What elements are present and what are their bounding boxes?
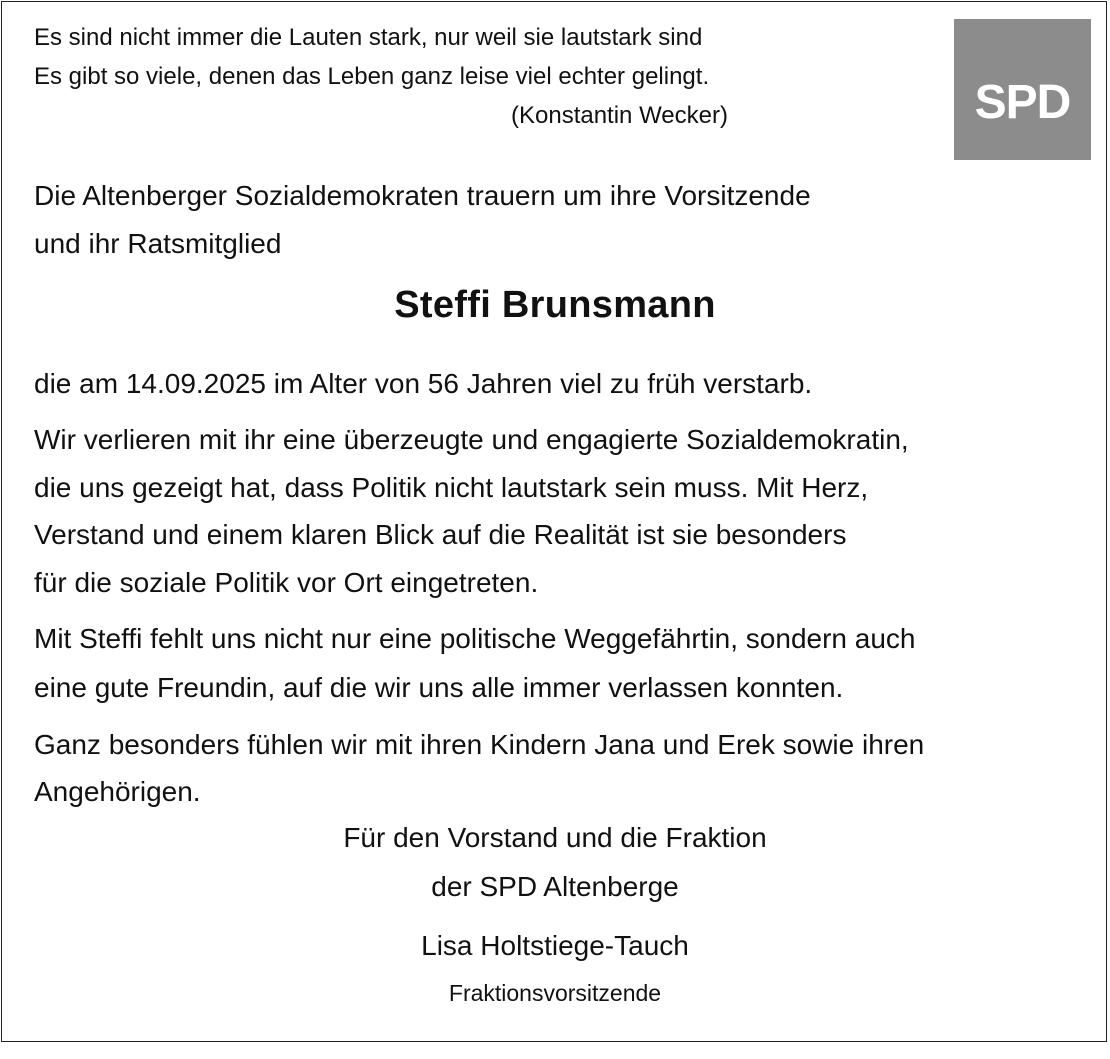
paragraph-3-line-1: Ganz besonders fühlen wir mit ihren Kindern Jana und Erek sowie ihren <box>34 729 925 760</box>
quote-author: (Konstantin Wecker) <box>511 102 728 129</box>
paragraph-2-line-2: eine gute Freundin, auf die wir uns alle immer verlassen konnten. <box>34 672 844 703</box>
paragraph-1-line-3: Verstand und einem klaren Blick auf die Realität ist sie besonders <box>34 519 847 550</box>
paragraph-1-line-4: für die soziale Politik vor Ort eingetreten. <box>34 567 539 598</box>
quote-line-1: Es sind nicht immer die Lauten stark, nur weil sie lautstark sind <box>34 24 703 51</box>
paragraph-2-line-1: Mit Steffi fehlt uns nicht nur eine politische Weggefährtin, sondern auch <box>34 623 916 654</box>
paragraph-3-line-2: Angehörigen. <box>34 776 201 807</box>
death-line: die am 14.09.2025 im Alter von 56 Jahren viel zu früh verstarb. <box>34 368 813 399</box>
signature-line-1: Für den Vorstand und die Fraktion <box>343 822 767 853</box>
signature-role: Fraktionsvorsitzende <box>448 980 662 1006</box>
signature-name: Lisa Holtstiege-Tauch <box>421 930 689 961</box>
spd-logo-text: SPD <box>974 76 1071 129</box>
paragraph-1-line-1: Wir verlieren mit ihr eine überzeugte und engagierte Sozialdemokratin, <box>34 424 909 455</box>
paragraph-1-line-2: die uns gezeigt hat, dass Politik nicht lautstark sein muss. Mit Herz, <box>34 472 869 503</box>
signature-line-2: der SPD Altenberge <box>431 871 679 902</box>
deceased-name: Steffi Brunsmann <box>394 284 716 326</box>
intro-line-2: und ihr Ratsmitglied <box>34 228 282 259</box>
spd-logo <box>954 19 1091 160</box>
intro-line-1: Die Altenberger Sozialdemokraten trauern um ihre Vorsitzende <box>34 180 811 211</box>
obituary-frame <box>1 1 1107 1042</box>
quote-line-2: Es gibt so viele, denen das Leben ganz leise viel echter gelingt. <box>34 63 710 90</box>
